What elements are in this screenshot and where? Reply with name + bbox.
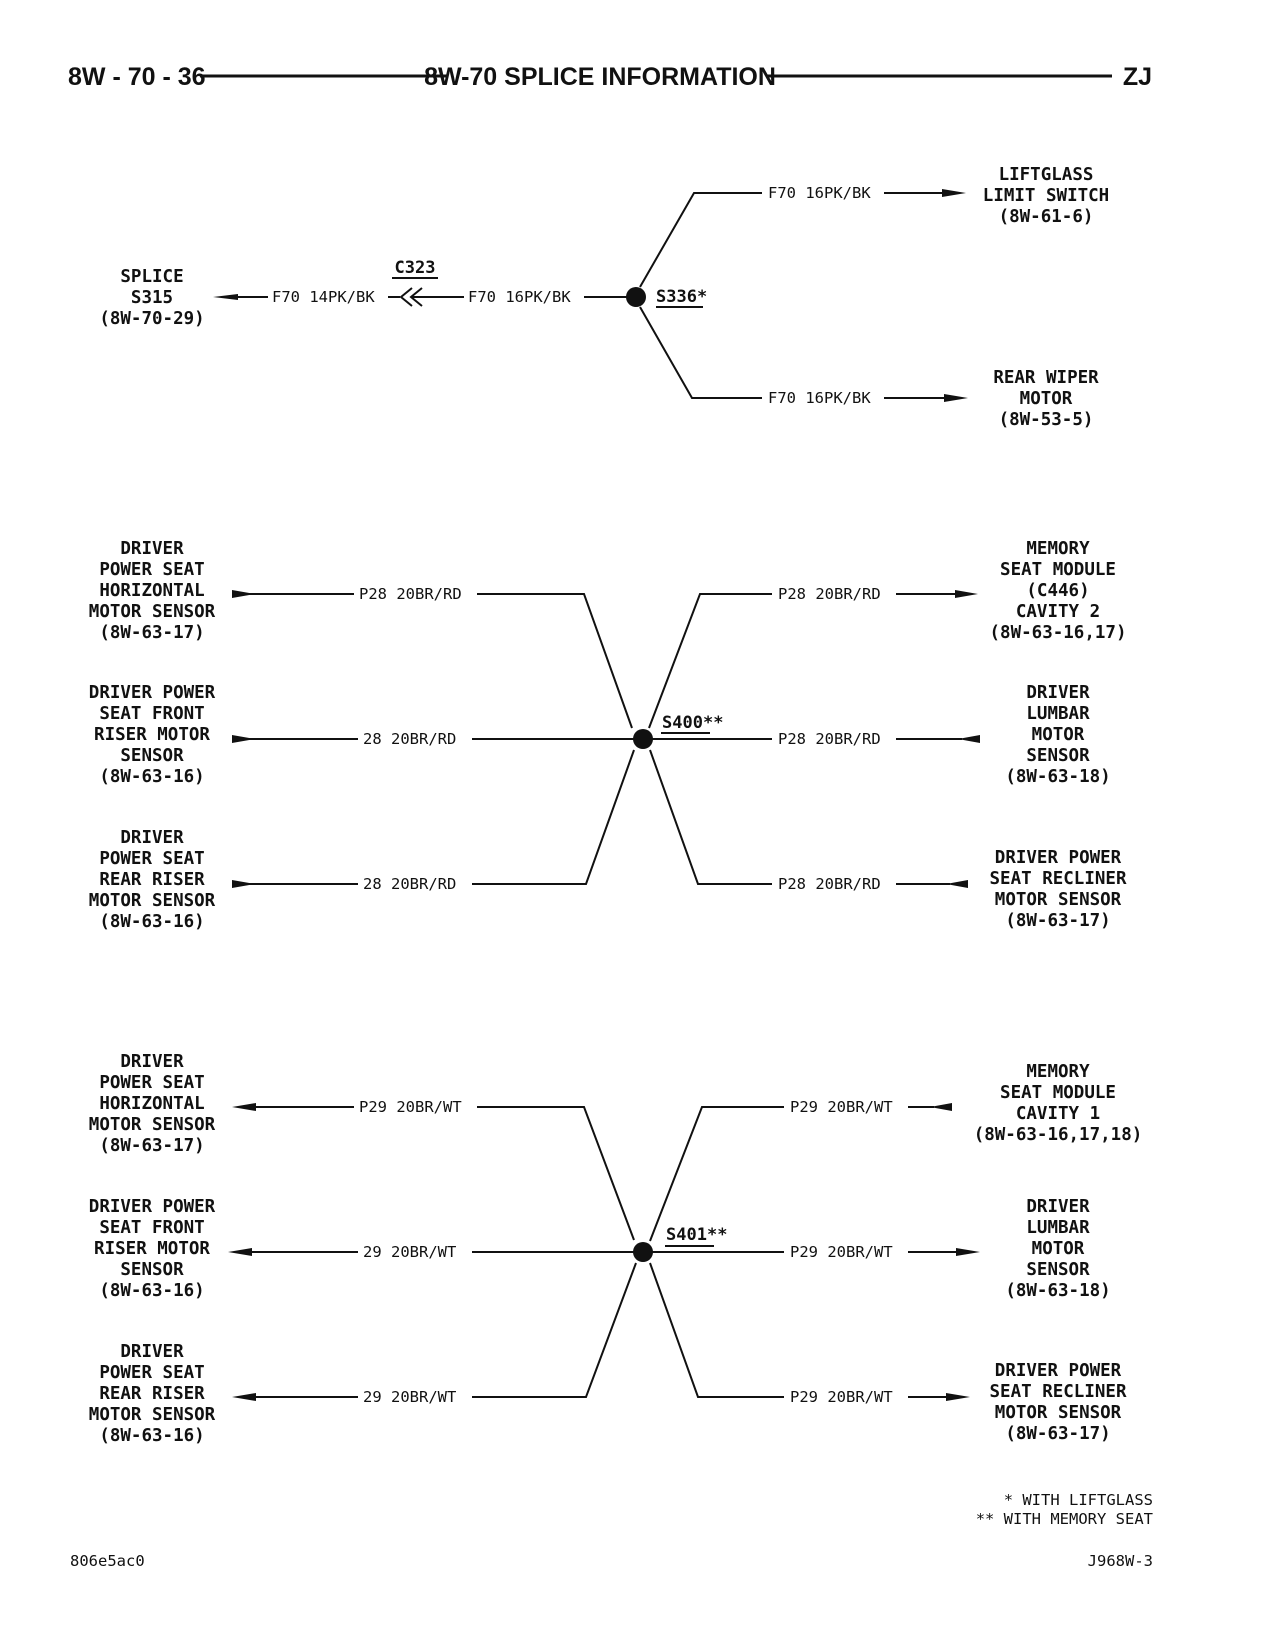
wire	[477, 1107, 634, 1240]
arrow-right-icon	[944, 394, 968, 402]
component-driver-power-seat-horizontal-motor-sensor[interactable]	[89, 539, 216, 643]
component-label-line: MOTOR SENSOR	[994, 1403, 1122, 1423]
component-driver-lumbar-motor-sensor[interactable]	[1005, 683, 1110, 787]
footnotes	[976, 1491, 1153, 1528]
component-driver-lumbar-motor-sensor[interactable]	[1005, 1197, 1110, 1301]
wire-label: P28 20BR/RD	[778, 585, 881, 603]
component-splice-s315[interactable]	[99, 267, 204, 329]
component-driver-power-seat-recliner-motor-sensor[interactable]	[990, 848, 1127, 931]
splice-node-s336[interactable]	[626, 287, 646, 307]
footnote-liftglass: * WITH LIFTGLASS	[1003, 1491, 1153, 1509]
component-label-line: SENSOR	[120, 1260, 184, 1280]
component-label-line: MOTOR SENSOR	[88, 1405, 216, 1425]
wire	[649, 594, 772, 728]
wire-label: F70 16PK/BK	[768, 184, 871, 202]
component-label-line: S315	[130, 288, 174, 308]
component-label-line: (8W-61-6)	[998, 207, 1094, 227]
component-memory-seat-module-cavity-1[interactable]	[974, 1062, 1143, 1145]
component-label-line: DRIVER	[120, 1342, 184, 1362]
component-label-line: MOTOR SENSOR	[88, 891, 216, 911]
component-label-line: (8W-63-16,17,18)	[973, 1125, 1143, 1145]
footnote-memory-seat: ** WITH MEMORY SEAT	[975, 1510, 1153, 1528]
component-label-line: (C446)	[1026, 581, 1090, 601]
component-label-line: SEAT FRONT	[99, 704, 205, 724]
arrow-left-icon	[930, 1103, 952, 1111]
component-label-line: REAR RISER	[99, 1384, 205, 1404]
component-label-line: DRIVER	[1026, 683, 1090, 703]
component-label-line: REAR RISER	[99, 870, 205, 890]
component-liftglass-limit-switch[interactable]	[983, 165, 1109, 227]
component-label-line: POWER SEAT	[99, 1363, 205, 1383]
wire-label: F70 16PK/BK	[468, 288, 571, 306]
component-label-line: SENSOR	[1026, 746, 1090, 766]
wire-label: F70 14PK/BK	[272, 288, 375, 306]
component-label-line: (8W-63-17)	[99, 1136, 205, 1156]
component-label-line: POWER SEAT	[99, 560, 205, 580]
component-label-line: POWER SEAT	[99, 849, 205, 869]
component-label-line: DRIVER POWER	[88, 683, 216, 703]
component-label-line: SEAT MODULE	[1000, 560, 1116, 580]
component-label-line: MOTOR SENSOR	[994, 890, 1122, 910]
component-driver-power-seat-recliner-motor-sensor[interactable]	[990, 1361, 1127, 1444]
component-label-line: CAVITY 1	[1015, 1104, 1101, 1124]
wire-label: P28 20BR/RD	[778, 730, 881, 748]
component-label-line: (8W-63-16)	[99, 912, 205, 932]
arrow-left-icon	[958, 735, 980, 743]
model-code: ZJ	[1122, 63, 1152, 91]
component-label-line: REAR WIPER	[993, 368, 1099, 388]
component-label-line: DRIVER POWER	[994, 848, 1122, 868]
component-label-line: CAVITY 2	[1015, 602, 1101, 622]
component-label-line: SEAT FRONT	[99, 1218, 205, 1238]
component-label-line: RISER MOTOR	[94, 1239, 210, 1259]
arrow-right-icon	[946, 1393, 970, 1401]
component-label-line: DRIVER	[120, 539, 184, 559]
wire-label: 29 20BR/WT	[363, 1388, 457, 1406]
component-label-line: SEAT RECLINER	[989, 1382, 1127, 1402]
wire-label: 28 20BR/RD	[363, 875, 457, 893]
arrow-left-icon	[946, 880, 968, 888]
splice-label-s401: S401**	[666, 1225, 728, 1245]
wire	[472, 750, 634, 884]
page-title: 8W-70 SPLICE INFORMATION	[424, 63, 776, 91]
component-label-line: SENSOR	[1026, 1260, 1090, 1280]
component-label-line: (8W-63-18)	[1005, 1281, 1111, 1301]
component-label-line: (8W-70-29)	[99, 309, 205, 329]
component-label-line: (8W-63-17)	[99, 623, 205, 643]
component-label-line: HORIZONTAL	[99, 1094, 205, 1114]
arrow-left-icon	[228, 1248, 252, 1256]
wire	[650, 750, 772, 884]
connector-label-c323: C323	[394, 258, 436, 278]
component-label-line: MOTOR SENSOR	[88, 1115, 216, 1135]
wire-label: F70 16PK/BK	[768, 389, 871, 407]
arrow-right-icon	[956, 1248, 980, 1256]
component-label-line: POWER SEAT	[99, 1073, 205, 1093]
splice-label-s400: S400**	[662, 713, 724, 733]
component-label-line: MOTOR	[1019, 389, 1073, 409]
wire	[650, 1263, 784, 1397]
component-driver-power-seat-rear-riser-motor-sensor[interactable]	[89, 828, 216, 932]
component-driver-power-seat-front-riser-motor-sensor[interactable]	[89, 1197, 216, 1301]
component-label-line: (8W-63-18)	[1005, 767, 1111, 787]
splice-label-s336: S336*	[656, 287, 708, 307]
wire-label: P29 20BR/WT	[790, 1098, 893, 1116]
component-label-line: MOTOR SENSOR	[88, 602, 216, 622]
page-number: 8W - 70 - 36	[68, 63, 206, 91]
wire-label: P28 20BR/RD	[778, 875, 881, 893]
component-label-line: MOTOR	[1031, 725, 1085, 745]
component-label-line: (8W-63-16)	[99, 767, 205, 787]
component-label-line: DRIVER	[1026, 1197, 1090, 1217]
component-driver-power-seat-horizontal-motor-sensor[interactable]	[89, 1052, 216, 1156]
component-label-line: SEAT MODULE	[1000, 1083, 1116, 1103]
splice-group-s400	[89, 539, 1127, 932]
component-label-line: (8W-63-17)	[1005, 911, 1111, 931]
component-label-line: MEMORY	[1026, 539, 1090, 559]
wire-label: 29 20BR/WT	[363, 1243, 457, 1261]
component-driver-power-seat-rear-riser-motor-sensor[interactable]	[89, 1342, 216, 1446]
component-label-line: (8W-63-16)	[99, 1281, 205, 1301]
wire	[472, 1263, 636, 1397]
component-label-line: LUMBAR	[1026, 704, 1090, 724]
wire	[477, 594, 632, 728]
wire-label: P28 20BR/RD	[359, 585, 462, 603]
arrow-right-icon	[942, 189, 966, 197]
component-memory-seat-module-c446-cavity-2[interactable]	[990, 539, 1127, 643]
component-label-line: SENSOR	[120, 746, 184, 766]
component-label-line: RISER MOTOR	[94, 725, 210, 745]
component-label-line: MEMORY	[1026, 1062, 1090, 1082]
component-label-line: MOTOR	[1031, 1239, 1085, 1259]
component-rear-wiper-motor[interactable]	[993, 368, 1099, 430]
component-label-line: DRIVER POWER	[88, 1197, 216, 1217]
component-label-line: (8W-53-5)	[998, 410, 1094, 430]
footer-image-code: 806e5ac0	[70, 1552, 145, 1570]
wire-label: P29 20BR/WT	[790, 1388, 893, 1406]
wire-label: P29 20BR/WT	[359, 1098, 462, 1116]
component-label-line: DRIVER	[120, 1052, 184, 1072]
wire	[640, 307, 762, 398]
component-label-line: DRIVER	[120, 828, 184, 848]
page-header	[68, 63, 1152, 91]
component-label-line: (8W-63-17)	[1005, 1424, 1111, 1444]
component-label-line: (8W-63-16,17)	[989, 623, 1127, 643]
component-label-line: (8W-63-16)	[99, 1426, 205, 1446]
wire	[640, 193, 762, 287]
arrow-left-icon	[213, 294, 238, 300]
splice-group-s336	[99, 165, 1109, 430]
arrow-left-icon	[232, 1393, 256, 1401]
component-label-line: SEAT RECLINER	[989, 869, 1127, 889]
component-label-line: DRIVER POWER	[994, 1361, 1122, 1381]
component-label-line: SPLICE	[120, 267, 184, 287]
component-driver-power-seat-front-riser-motor-sensor[interactable]	[89, 683, 216, 787]
wire-label: 28 20BR/RD	[363, 730, 457, 748]
component-label-line: HORIZONTAL	[99, 581, 205, 601]
arrow-right-icon	[955, 590, 978, 598]
component-label-line: LIMIT SWITCH	[982, 186, 1110, 206]
wire	[650, 1107, 784, 1241]
footer-figure-code: J968W-3	[1087, 1552, 1153, 1570]
splice-group-s401	[89, 1052, 1143, 1446]
page-footer	[70, 1552, 1153, 1570]
component-label-line: LIFTGLASS	[998, 165, 1094, 185]
arrow-left-icon	[232, 1103, 256, 1111]
wire-label: P29 20BR/WT	[790, 1243, 893, 1261]
component-label-line: LUMBAR	[1026, 1218, 1090, 1238]
